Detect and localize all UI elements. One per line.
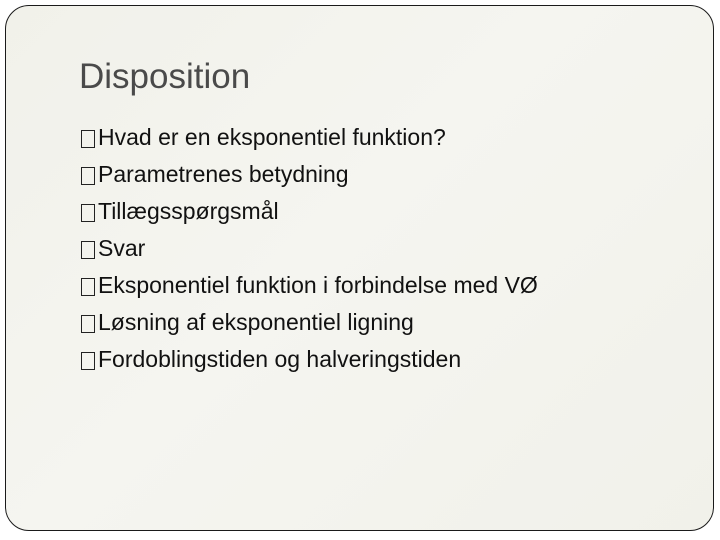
missing-glyph-box-icon — [81, 130, 95, 148]
slide-title: Disposition — [79, 57, 251, 96]
bullet-label: Eksponentiel funktion i forbindelse med VØ — [98, 272, 538, 298]
missing-glyph-box-icon — [81, 241, 95, 259]
bullet-label: Hvad er en eksponentiel funktion? — [98, 124, 446, 150]
bullet-label: Løsning af eksponentiel ligning — [98, 309, 414, 335]
list-item — [81, 156, 538, 193]
missing-glyph-box-icon — [81, 204, 95, 222]
bullet-list — [81, 119, 538, 378]
missing-glyph-box-icon — [81, 167, 95, 185]
list-item — [81, 193, 538, 230]
missing-glyph-box-icon — [81, 278, 95, 296]
bullet-label: Svar — [98, 235, 146, 261]
bullet-label: Parametrenes betydning — [98, 161, 349, 187]
bullet-label: Tillægsspørgsmål — [98, 198, 279, 224]
list-item — [81, 304, 538, 341]
bullet-label: Fordoblingstiden og halveringstiden — [98, 346, 462, 372]
missing-glyph-box-icon — [81, 352, 95, 370]
list-item — [81, 119, 538, 156]
list-item — [81, 230, 538, 267]
list-item — [81, 341, 538, 378]
list-item — [81, 267, 538, 304]
slide — [5, 5, 714, 531]
missing-glyph-box-icon — [81, 315, 95, 333]
